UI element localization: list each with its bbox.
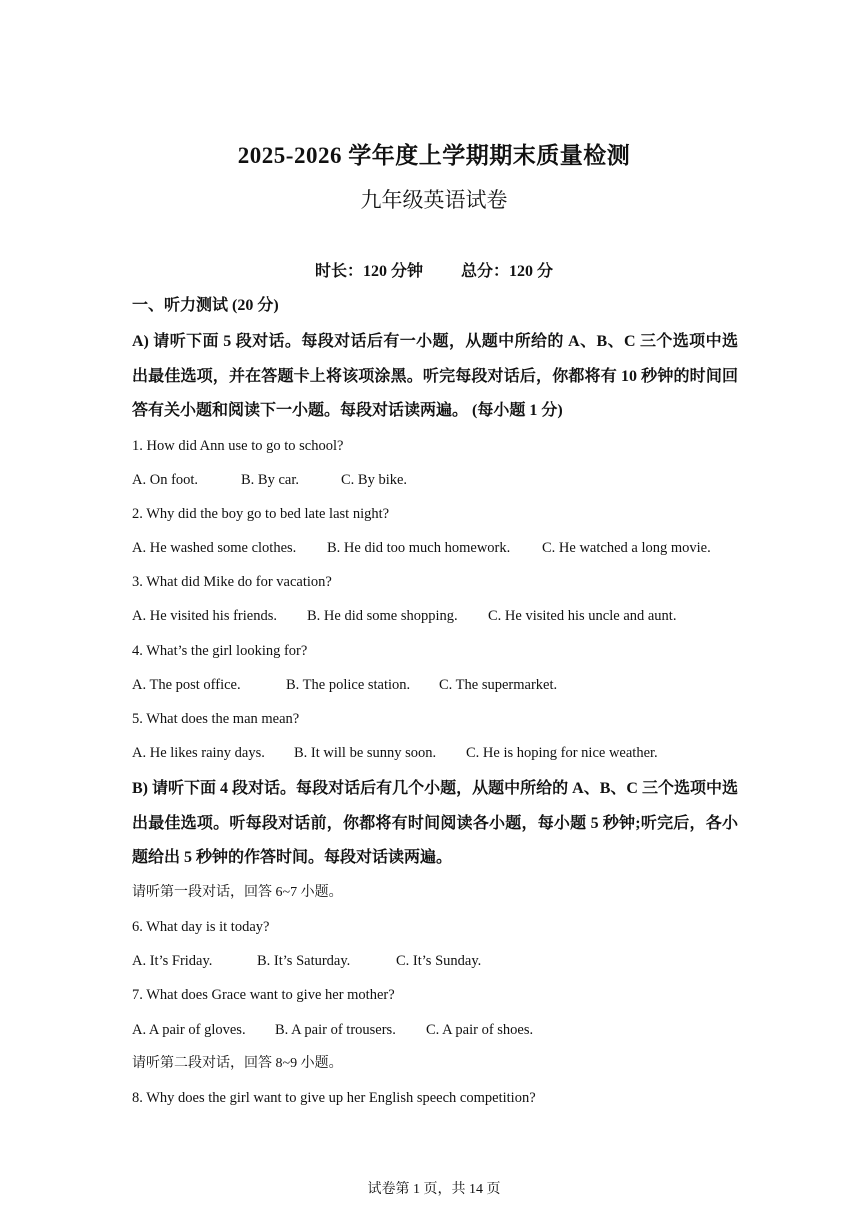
duration-text: 时长：120 分钟 [314,263,423,280]
question-text: 3. What did Mike do for vacation? [132,574,332,591]
section-heading: 一、听力测试 (20 分) [132,297,279,314]
option-a: A. He likes rainy days. [132,745,265,762]
option-c: C. He watched a long movie. [542,540,711,557]
question-options [132,599,738,633]
question-options [132,463,738,497]
part-a-instruction: A) 请听下面 5 段对话。每段对话后有一小题，从题中所给的 A、B、C 三个选项中选出最佳选项，并在答题卡上将该项涂黑。听完每段对话后，你都将有 10 秒钟的时间回答有关小题和阅读下一小题。每段对话读两遍。 (每小题 1 分) [132,333,738,419]
part-b-instruction: B) 请听下面 4 段对话。每段对话后有几个小题，从题中所给的 A、B、C 三个选项中选出最佳选项。听每段对话前，你都将有时间阅读各小题，每小题 5 秒钟;听完后，各小题给出 5 秒钟的作答时间。每段对话读两遍。 [132,780,738,867]
question-4 [132,634,738,702]
option-c: C. By bike. [341,471,408,488]
question-5 [132,702,738,770]
option-b: B. By car. [241,471,299,488]
option-b: B. He did too much homework. [327,540,511,557]
option-c: C. He is hoping for nice weather. [466,745,658,762]
exam-title: 2025-2026 学年度上学期期末质量检测 [237,143,631,168]
question-2 [132,497,738,565]
option-b: B. He did some shopping. [307,608,458,625]
question-6 [132,910,738,978]
exam-meta [0,258,868,281]
question-options [132,531,738,565]
option-a: A. A pair of gloves. [132,1021,246,1038]
dialogue-2-intro: 请听第二段对话，回答 8~9 小题。 [132,1055,343,1071]
question-options [132,736,738,770]
question-8 [132,1081,738,1115]
question-text: 1. How did Ann use to go to school? [132,437,344,454]
question-1 [132,429,738,497]
question-options [132,668,738,702]
option-a: A. It’s Friday. [132,953,213,970]
option-b: B. A pair of trousers. [275,1021,396,1038]
option-b: B. It will be sunny soon. [294,745,437,762]
exam-content [132,292,738,1115]
option-a: A. The post office. [132,676,241,693]
question-text: 8. Why does the girl want to give up her English speech competition? [132,1090,536,1106]
dialogue-1-intro: 请听第一段对话，回答 6~7 小题。 [132,884,343,900]
option-c: C. He visited his uncle and aunt. [488,608,677,625]
question-text: 2. Why did the boy go to bed late last night? [132,505,390,522]
question-text: 5. What does the man mean? [132,711,300,727]
question-3 [132,565,738,633]
question-options [132,944,738,978]
page-footer: 试卷第 1 页，共 14 页 [367,1182,501,1197]
option-a: A. He visited his friends. [132,608,277,625]
question-text: 4. What’s the girl looking for? [132,642,308,659]
option-a: A. He washed some clothes. [132,540,297,557]
option-c: C. It’s Sunday. [396,953,482,970]
question-options [132,1013,738,1047]
exam-subtitle: 九年级英语试卷 [360,188,508,212]
question-text: 6. What day is it today? [132,919,270,936]
option-b: B. It’s Saturday. [257,953,351,970]
option-c: C. The supermarket. [439,676,558,693]
option-a: A. On foot. [132,471,199,488]
option-b: B. The police station. [286,676,411,693]
total-score-text: 总分：120 分 [461,263,554,280]
option-c: C. A pair of shoes. [426,1021,534,1038]
question-text: 7. What does Grace want to give her mother? [132,987,395,1004]
question-7 [132,978,738,1046]
